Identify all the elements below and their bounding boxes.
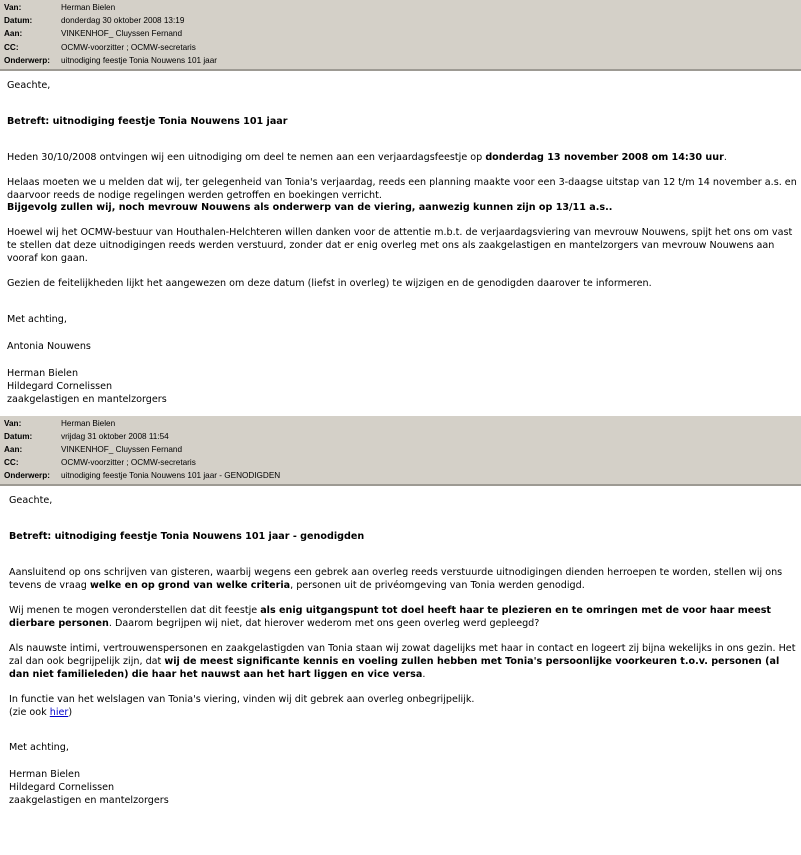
paragraph-5 [9, 707, 801, 720]
to-value: VINKENHOF_ Cluyssen Fernand [61, 29, 183, 39]
paragraph-2 [9, 605, 801, 631]
subject-value: uitnodiging feestje Tonia Nouwens 101 jaar - GENODIGDEN [61, 471, 281, 481]
paragraph-1-bold: welke en op grond van welke criteria [89, 580, 291, 592]
subject-value: uitnodiging feestje Tonia Nouwens 101 jaar [61, 55, 217, 65]
paragraph-4: In functie van het welslagen van Tonia's viering, vinden wij dit gebrek aan overleg onbegrijpelijk. [9, 693, 475, 705]
paragraph-2 [7, 177, 801, 216]
paragraph-1 [9, 567, 801, 593]
signer-antonia: Antonia Nouwens [7, 340, 91, 352]
cc-value: OCMW-voorzitter ; OCMW-secretaris [61, 42, 196, 52]
header-row-from [0, 1, 801, 14]
greeting: Geachte, [9, 495, 53, 507]
header-row-cc [0, 456, 801, 469]
subject-label: Onderwerp: [4, 55, 50, 65]
cc-label: CC: [4, 458, 19, 468]
paragraph-2-end: . Daarom begrijpen wij niet, dat hierover wederom met ons geen overleg werd gepleegd? [108, 618, 540, 629]
paragraph-3-text: Als nauwste intimi, vertrouwenspersonen en zaakgelastigden van Tonia staan wij zowat dagelijks met haar in contact en logeert zij bijna wekelijks in ons gezin. Het zal dan ook begrijpelijk zijn, dat [9, 642, 796, 667]
greeting: Geachte, [7, 79, 51, 91]
paragraph-1-text: Heden 30/10/2008 ontvingen wij een uitnodiging om deel te nemen aan een verjaardagsfeestje op [7, 151, 486, 163]
cc-label: CC: [4, 42, 19, 52]
signature-line-1: Herman Bielen [9, 769, 81, 781]
date-value: vrijdag 31 oktober 2008 11:54 [61, 431, 169, 441]
paragraph-1 [7, 152, 801, 165]
date-label: Datum: [4, 16, 33, 26]
to-label: Aan: [4, 29, 23, 39]
header-row-date [0, 430, 801, 443]
paragraph-2-text: Wij menen te mogen veronderstellen dat dit feestje [9, 605, 261, 617]
paragraph-2-bold: als enig uitgangspunt tot doel heeft haar te plezieren en te omringen met de voor haar meest dierbare personen [9, 605, 772, 629]
hier-link[interactable]: hier [49, 706, 69, 718]
subject-line [9, 531, 801, 544]
email-header [0, 0, 801, 71]
header-row-from [0, 417, 801, 430]
to-value: VINKENHOF_ Cluyssen Fernand [61, 445, 183, 454]
email-body [0, 80, 801, 407]
paragraph-1-end: . [723, 151, 727, 163]
subject-label: Onderwerp: [4, 471, 50, 481]
email-header [0, 416, 801, 487]
paragraph-1-text: Aansluitend op ons schrijven van gisteren, waarbij wegens een gebrek aan overleg reeds verstuurde uitnodigingen dienden herroepen te worden, stellen wij ons tevens de vraag [9, 567, 783, 592]
subject-line-text: Betreft: uitnodiging feestje Tonia Nouwens 101 jaar - genodigden [9, 531, 365, 543]
paragraph-3: Hoewel wij het OCMW-bestuur van Houthalen-Helchteren willen danken voor de attentie m.b.t. de verjaardagsviering van mevrouw Nouwens, spijt het ons om vast te stellen dat deze uitnodigingen reeds werden verstuurd, zonder dat er enig overleg met ons als zaakgelastigen en mantelzorgers van mevrouw Nouwens aan vooraf kon gaan. [7, 227, 793, 265]
from-label: Van: [4, 3, 22, 13]
to-label: Aan: [4, 445, 23, 454]
header-row-to [0, 27, 801, 40]
paragraph-4: Gezien de feitelijkheden lijkt het aangewezen om deze datum (liefst in overleg) te wijzigen en de genodigden daarover te informeren. [7, 278, 652, 290]
cc-value: OCMW-voorzitter ; OCMW-secretaris [61, 458, 196, 468]
paragraph-3-end: . [422, 668, 426, 680]
signature-line-3: zaakgelastigen en mantelzorgers [9, 795, 169, 807]
signature-line-1: Herman Bielen [7, 367, 79, 379]
from-label: Van: [4, 418, 22, 428]
header-row-subject [0, 54, 801, 67]
paragraph-1-end: , personen uit de privéomgeving van Tonia werden genodigd. [290, 580, 585, 592]
from-value: Herman Bielen [61, 418, 116, 428]
from-value: Herman Bielen [61, 3, 116, 13]
date-value: donderdag 30 oktober 2008 13:19 [61, 16, 185, 26]
signature-line-2: Hildegard Cornelissen [9, 782, 115, 794]
closing: Met achting, [7, 314, 67, 325]
date-label: Datum: [4, 431, 33, 441]
subject-line [7, 116, 801, 129]
email-message-1 [0, 0, 801, 407]
closing: Met achting, [9, 742, 69, 754]
signature-line-3: zaakgelastigen en mantelzorgers [7, 393, 167, 405]
paragraph-1-bold: donderdag 13 november 2008 om 14:30 uur [485, 151, 724, 163]
paragraph-5-text: (zie ook [9, 706, 50, 718]
paragraph-2-bold: Bijgevolg zullen wij, noch mevrouw Nouwens als onderwerp van de viering, aanwezig kunnen zijn op 13/11 a.s.. [7, 202, 613, 214]
email-message-2 [0, 416, 801, 809]
header-row-cc [0, 41, 801, 54]
paragraph-3 [9, 643, 801, 682]
email-body [0, 495, 801, 808]
header-row-subject [0, 469, 801, 482]
header-row-date [0, 14, 801, 27]
subject-line-text: Betreft: uitnodiging feestje Tonia Nouwens 101 jaar [7, 115, 288, 127]
paragraph-3-bold: wij de meest significante kennis en voeling zullen hebben met Tonia's persoonlijke voorkeuren t.o.v. personen (al dan niet familieleden) die haar het nauwst aan het hart liggen en vice versa [9, 655, 780, 680]
header-row-to [0, 443, 801, 456]
signature-line-2: Hildegard Cornelissen [7, 380, 113, 392]
paragraph-5-end: ) [68, 706, 73, 718]
paragraph-2-text: Helaas moeten we u melden dat wij, ter gelegenheid van Tonia's verjaardag, reeds een planning maakte voor een 3-daagse uitstap van 12 t/m 14 november a.s. en daarvoor reeds de nodige regelingen werden getroffen en boekingen verricht. [7, 176, 797, 201]
